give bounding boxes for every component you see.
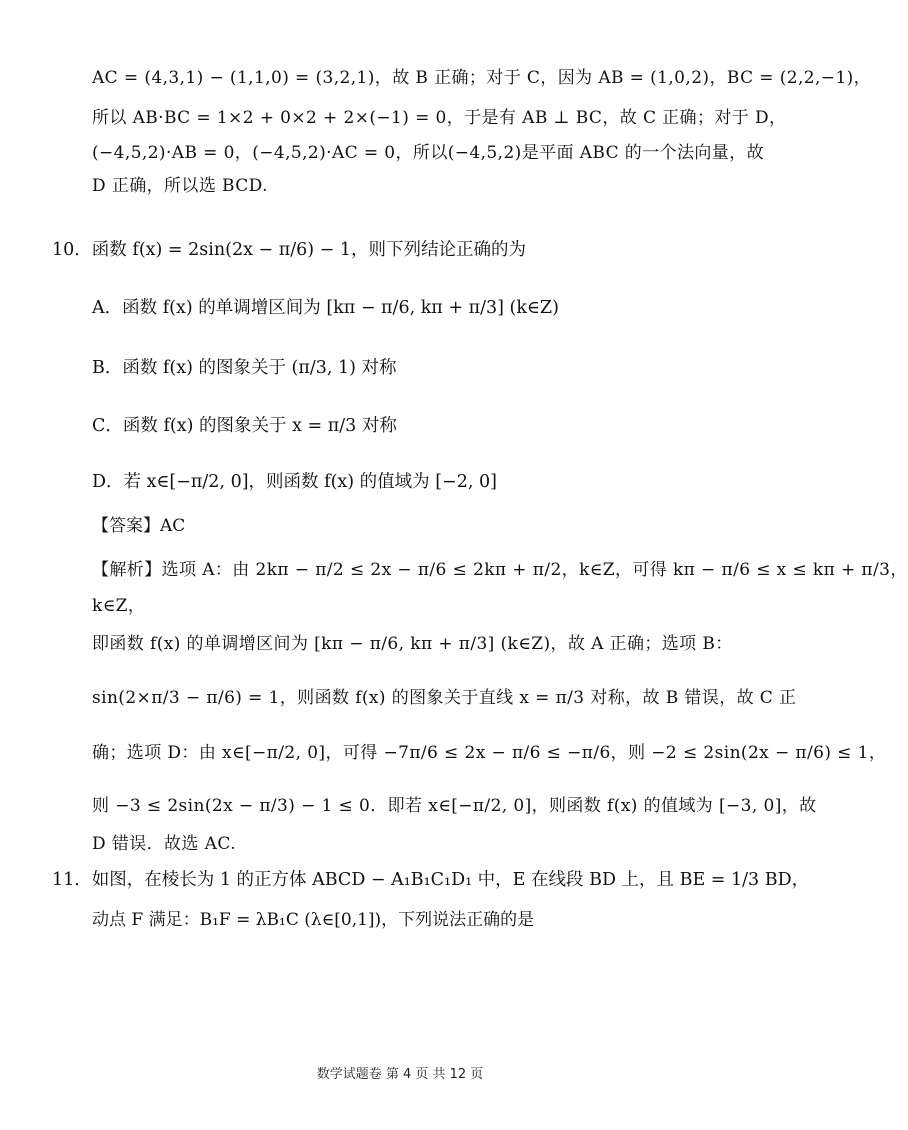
analysis-line: 则 −3 ≤ 2sin(2x − π/3) − 1 ≤ 0．即若 x∈[−π/2, 0]，则函数 f(x) 的值域为 [−3, 0]，故 [92,796,817,816]
option-a: A．函数 f(x) 的单调增区间为 [kπ − π/6, kπ + π/3] (k∈Z) [92,298,559,318]
analysis-line: sin(2×π/3 − π/6) = 1，则函数 f(x) 的图象关于直线 x = π/3 对称，故 B 错误，故 C 正 [92,688,797,708]
analysis-line: 【解析】选项 A：由 2kπ − π/2 ≤ 2x − π/6 ≤ 2kπ + π/2，k∈Z，可得 kπ − π/6 ≤ x ≤ kπ + π/3， [92,560,908,580]
analysis-line: D 错误．故选 AC. [92,834,236,854]
answer-label: 【答案】AC [92,516,186,536]
solution-line: (−4,5,2)·AB = 0，(−4,5,2)·AC = 0，所以(−4,5,2)是平面 ABC 的一个法向量，故 [92,143,764,163]
solution-line: AC = (4,3,1) − (1,1,0) = (3,2,1)，故 B 正确；对于 C，因为 AB = (1,0,2)，BC = (2,2,−1)， [92,68,872,88]
option-c: C．函数 f(x) 的图象关于 x = π/3 对称 [92,416,397,436]
analysis-line: 确；选项 D：由 x∈[−π/2, 0]，可得 −7π/6 ≤ 2x − π/6 ≤ −π/6，则 −2 ≤ 2sin(2x − π/6) ≤ 1， [92,743,887,763]
page-footer: 数学试题卷 第 4 页 共 12 页 [316,1067,484,1082]
question-stem-line2: 动点 F 满足：B₁F = λB₁C (λ∈[0,1])，下列说法正确的是 [92,910,535,930]
solution-line: 所以 AB·BC = 1×2 + 0×2 + 2×(−1) = 0，于是有 AB ⊥ BC，故 C 正确；对于 D， [92,108,787,128]
option-d: D．若 x∈[−π/2, 0]，则函数 f(x) 的值域为 [−2, 0] [92,472,497,492]
question-stem: 如图，在棱长为 1 的正方体 ABCD − A₁B₁C₁D₁ 中，E 在线段 BD 上，且 BE = 1/3 BD， [91,870,810,890]
question-number: 10． [52,240,92,260]
question-number: 11． [52,870,92,890]
solution-line: D 正确，所以选 BCD. [92,176,268,196]
analysis-line: 即函数 f(x) 的单调增区间为 [kπ − π/6, kπ + π/3] (k∈Z)，故 A 正确；选项 B： [92,634,733,654]
analysis-line: k∈Z， [92,596,146,616]
question-stem: 函数 f(x) = 2sin(2x − π/6) − 1，则下列结论正确的为 [91,240,527,260]
option-b: B．函数 f(x) 的图象关于 (π/3, 1) 对称 [92,358,397,378]
